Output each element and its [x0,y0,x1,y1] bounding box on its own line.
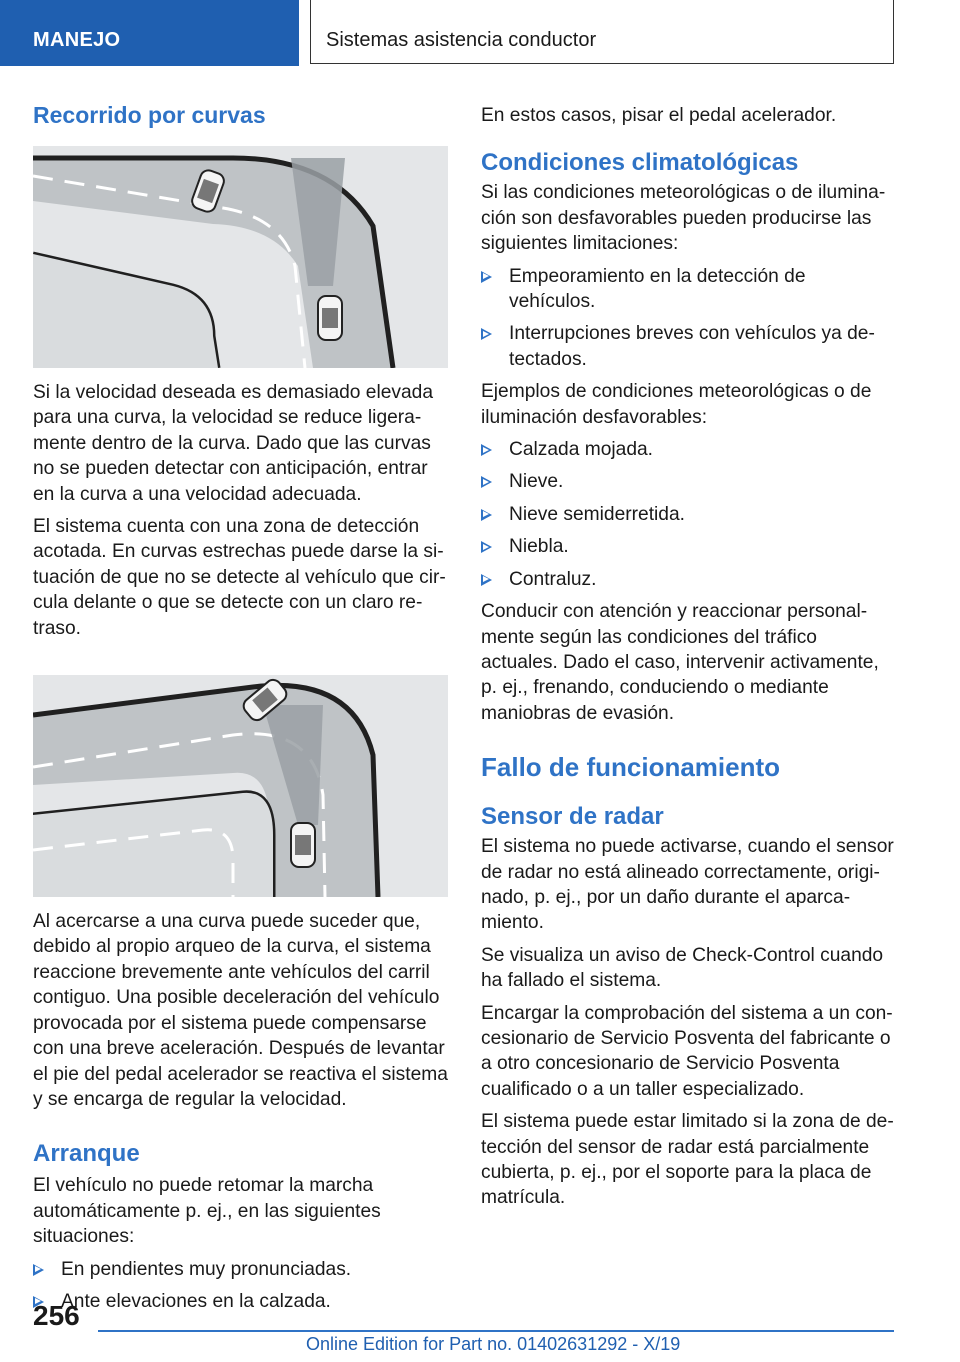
left-column [33,100,448,1314]
list-condiciones [481,437,896,592]
section-label: MANEJO [33,29,121,51]
triangle-bullet-icon [481,271,492,283]
triangle-bullet-icon [481,444,492,456]
paragraph: Se visualiza un aviso de Check-Control cuando ha fallado el sistema. [481,944,884,992]
paragraph: Si las condiciones meteorológicas o de iluminación son desfavorables pueden producirse las siguientes limitaciones: [481,182,886,255]
list-item: Calzada mojada. [481,437,896,462]
list-item: Niebla. [481,534,896,559]
section-tab [0,0,299,66]
car-own-icon [318,296,342,340]
list-item: Empeoramiento en la detección de vehículos. [481,264,896,315]
paragraph: Si la velocidad deseada es demasiado elevada para una curva, la velocidad se reduce ligeramente dentro de la curva. Dado que las curvas no se pueden detectar con anticipación, entrar en la curva a una velocidad adecuada. [33,382,434,505]
curve-illustration-1 [33,146,448,368]
heading-clima: Condiciones climatológicas [481,149,799,177]
list-item: Nieve semiderretida. [481,502,896,527]
list-item: Ante elevaciones en la calzada. [33,1289,448,1314]
paragraph: El sistema no puede activarse, cuando el sensor de radar no está alineado correctamente, originado, p. ej., por un daño durante el aparcamiento. [481,836,894,934]
footer-edition: Online Edition for Part no. 01402631292 - X/19 [306,1334,681,1354]
paragraph: Conducir con atención y reaccionar personalmente según las condiciones del tráfico actuales. Dado el caso, intervenir activamente, p. ej., frenando, conduciendo o mediante maniobras de evasión. [481,601,879,724]
triangle-bullet-icon [481,574,492,586]
list-item: Contraluz. [481,567,896,592]
list-limitaciones [481,264,896,373]
paragraph: Encargar la comprobación del sistema a un concesionario de Servicio Posventa del fabricante o a otro concesionario de Servicio Posventa cualificado o a un taller especializado. [481,1002,893,1100]
chapter-label: Sistemas asistencia conductor [326,29,597,51]
heading-arranque: Arranque [33,1140,140,1168]
chapter-header [310,0,894,64]
right-column [481,100,896,1211]
triangle-bullet-icon [481,541,492,553]
list-item: En pendientes muy pronunciadas. [33,1257,448,1282]
paragraph: Al acercarse a una curva puede suceder que, debido al propio arqueo de la curva, el sistema reaccione brevemente ante vehículos del carril contiguo. Una posible deceleración del vehículo provocada por el sistema puede compensarse con una breve aceleración. Después de levantar el pie del pedal acelerador se reactiva el sistema y se encarga de regular la velocidad. [33,911,448,1110]
triangle-bullet-icon [33,1264,44,1276]
car-own-icon [291,823,315,867]
heading-fallo: Fallo de funcionamiento [481,752,781,783]
footer-rule [98,1330,894,1332]
heading-curvas: Recorrido por curvas [33,102,266,128]
paragraph: Ejemplos de condiciones meteorológicas o de iluminación desfavorables: [481,381,872,428]
triangle-bullet-icon [481,509,492,521]
list-item: Nieve. [481,469,896,494]
paragraph: El sistema cuenta con una zona de detección acotada. En curvas estrechas puede darse la situación de que no se detecte al vehículo que circula delante o que se detecte con un claro retraso. [33,516,446,639]
list-item: Interrupciones breves con vehículos ya detectados. [481,321,896,372]
paragraph: En estos casos, pisar el pedal acelerador. [481,105,837,126]
page-number: 256 [33,1300,80,1331]
paragraph: El vehículo no puede retomar la marcha automáticamente p. ej., en las siguientes situaciones: [33,1175,381,1248]
list-arranque [33,1257,448,1315]
heading-radar: Sensor de radar [481,803,664,831]
curve-illustration-2 [33,675,448,897]
triangle-bullet-icon [481,476,492,488]
paragraph: El sistema puede estar limitado si la zona de detección del sensor de radar está parcialmente cubierta, p. ej., por el soporte para la placa de matrícula. [481,1111,894,1209]
triangle-bullet-icon [481,328,492,340]
